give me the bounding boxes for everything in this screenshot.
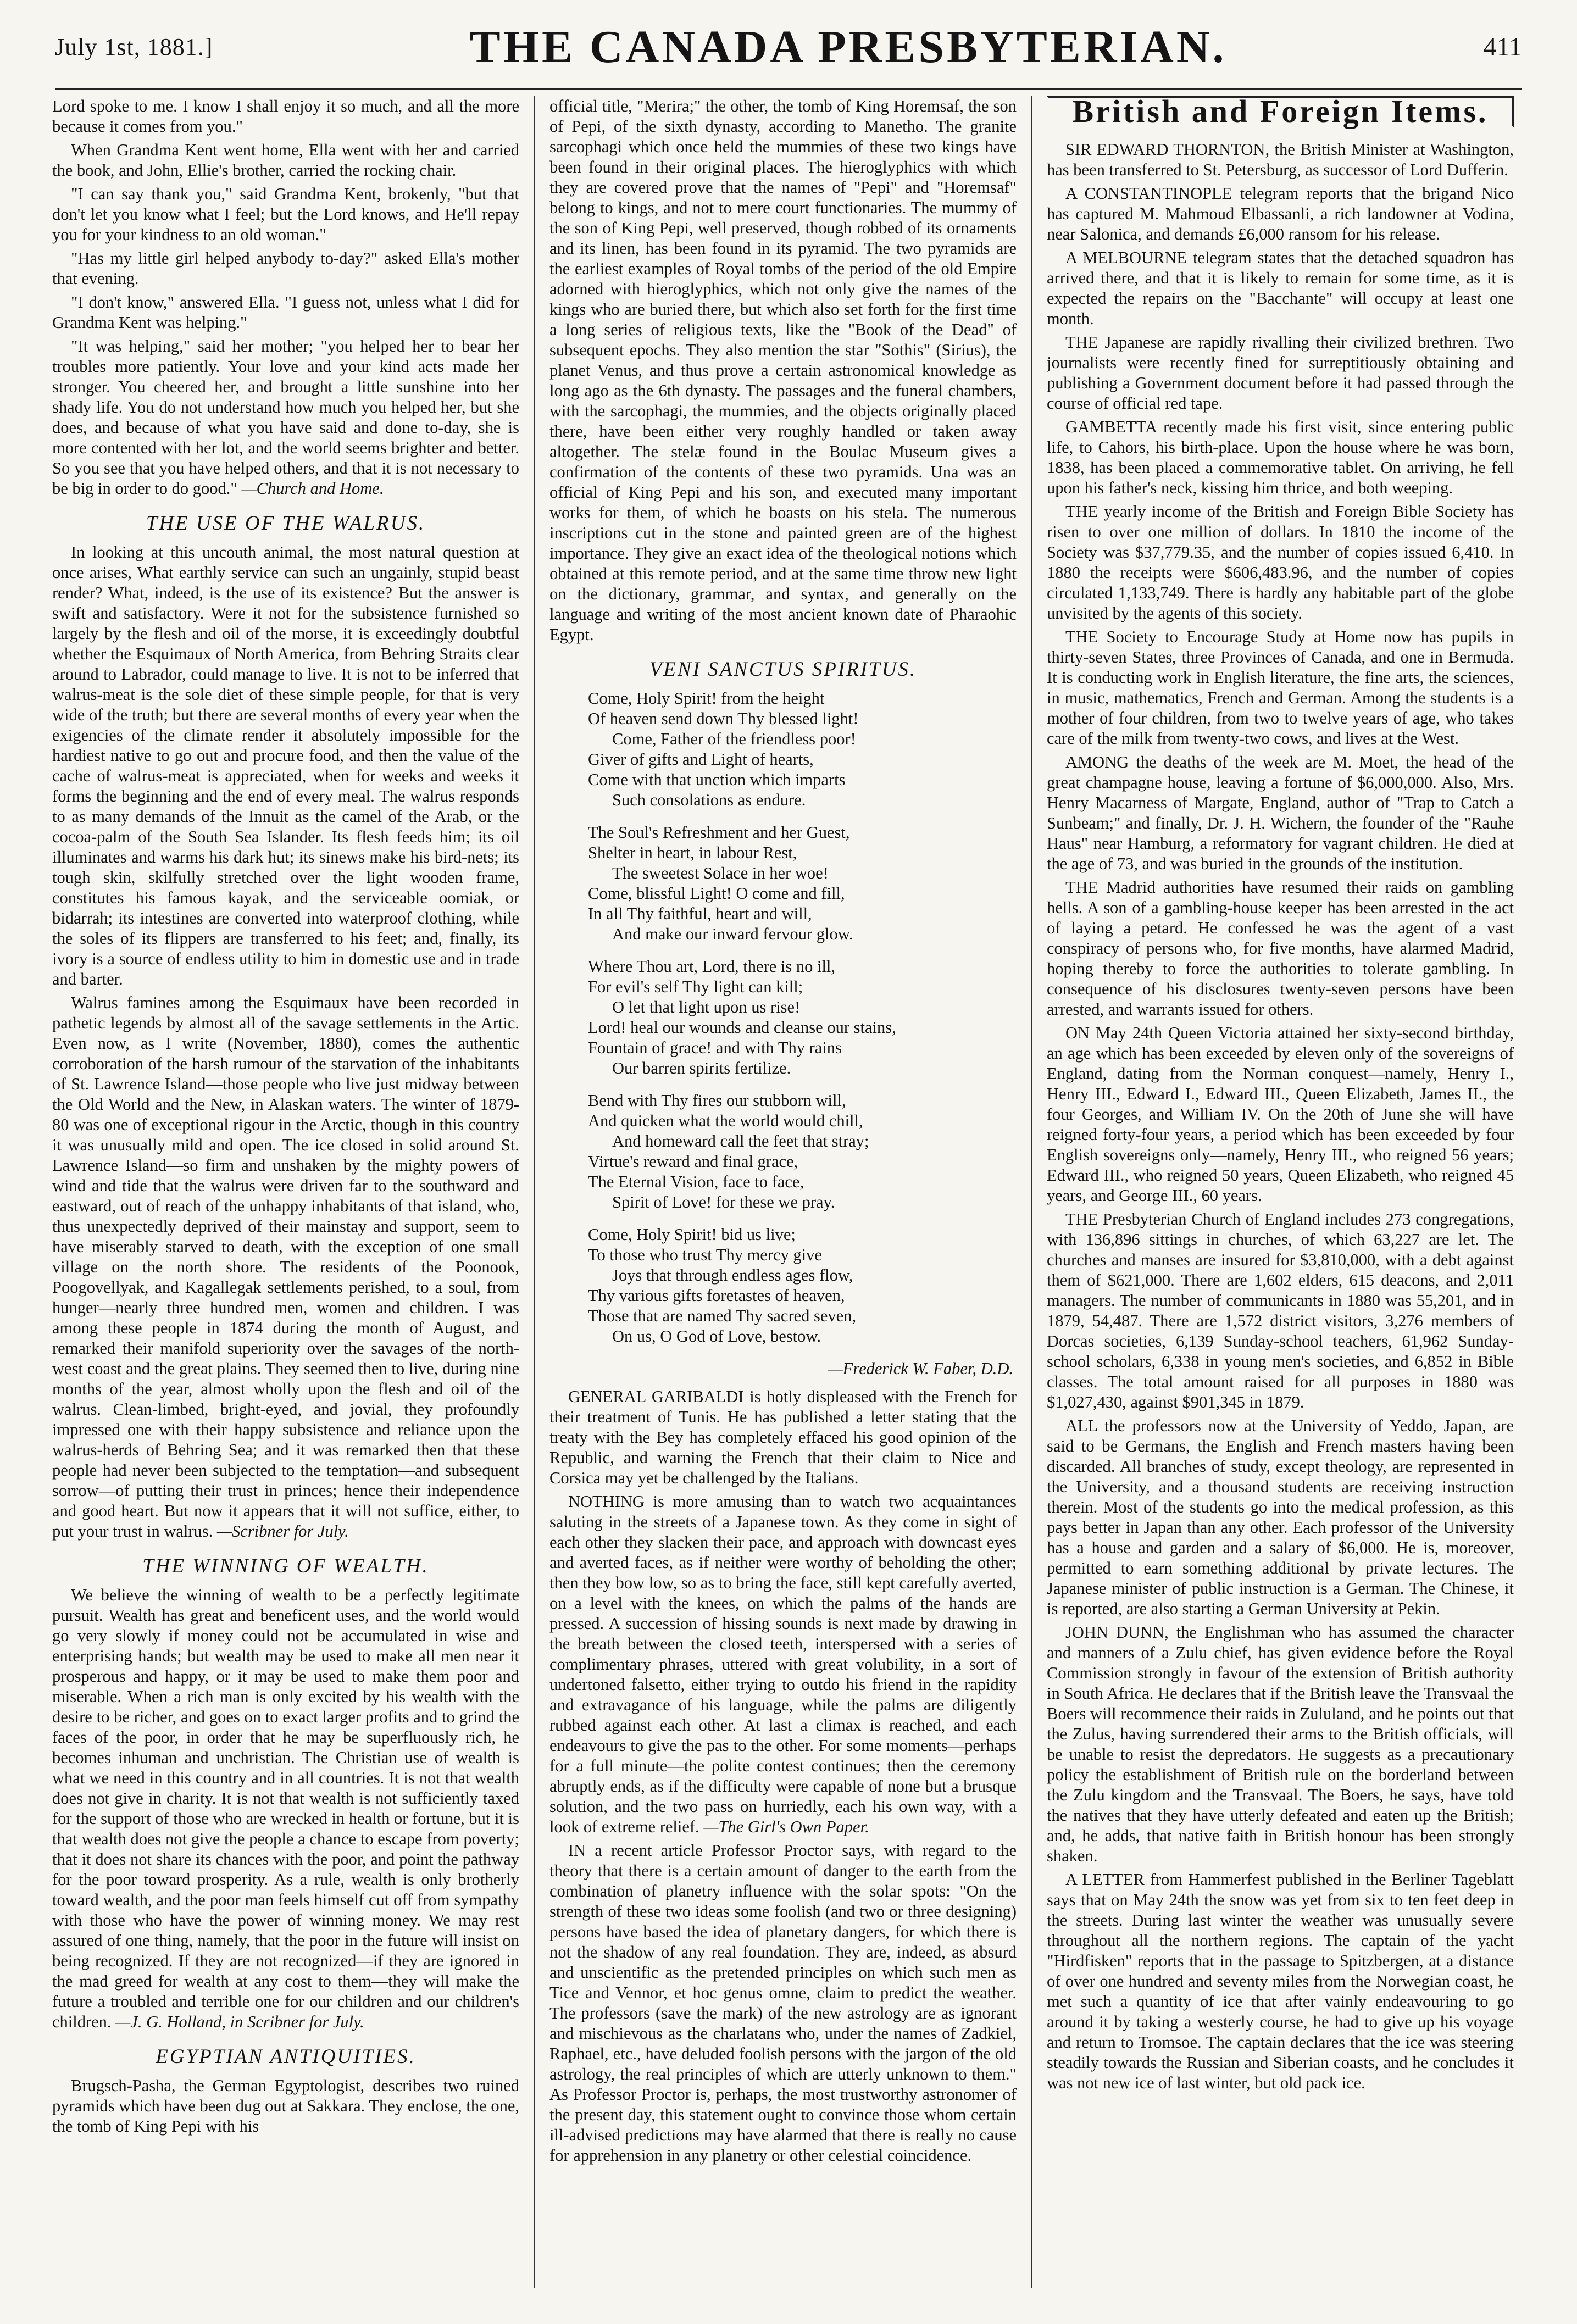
article-paragraph: "I don't know," answered Ella. "I guess not, unless what I did for Grandma Kent was helping." [52,293,519,332]
news-item: A CONSTANTINOPLE telegram reports that the brigand Nico has captured M. Mahmoud Elbassanli, a rich landowner at Vodina, near Salonica, and demands £6,000 ransom for his release. [1047,184,1514,243]
poem-line: O let that light upon us rise! [612,998,801,1016]
poem-line: To those who trust Thy mercy give [588,1246,822,1264]
poem-line: On us, O God of Love, bestow. [612,1327,821,1346]
poem-line: Spirit of Love! for these we pray. [612,1193,835,1211]
poem-stanza [588,1225,1017,1347]
article-paragraph: When Grandma Kent went home, Ella went with her and carried the book, and John, Ellie's brother, carried the rocking chair. [52,141,519,180]
masthead-title: THE CANADA PRESBYTERIAN. [469,21,1227,73]
poem-stanza [588,1091,1017,1213]
news-item: SIR EDWARD THORNTON, the British Minister at Washington, has been transferred to St. Petersburg, as successor of Lord Dufferin. [1047,140,1514,179]
source-citation: —The Girl's Own Paper. [703,1817,869,1836]
poem-line: Shelter in heart, in labour Rest, [588,843,797,862]
news-item: THE Japanese are rapidly rivalling their civilized brethren. Two journalists were recently fined for surreptitiously obtaining and publishing a Government document before it had passed through the course of official red tape. [1047,333,1514,413]
issue-date: July 1st, 1881.] [55,33,213,60]
poem-line: Our barren spirits fertilize. [612,1059,791,1077]
article-paragraph: "I can say thank you," said Grandma Kent, brokenly, "but that don't let you know what I feel; but the Lord knows, and He'll repay you for your kindness to an old woman." [52,185,519,244]
poem-line: Lord! heal our wounds and cleanse our stains, [588,1018,896,1037]
article-heading-walrus: THE USE OF THE WALRUS. [146,512,426,535]
poem-line: The sweetest Solace in her woe! [612,864,829,882]
poem-line: The Soul's Refreshment and her Guest, [588,823,850,842]
poem-byline: —Frederick W. Faber, D.D. [828,1359,1013,1378]
news-item: A MELBOURNE telegram states that the detached squadron has arrived there, and that it is likely to remain for some time, as it is expected the repairs on the "Bacchante" will occupy at least one month. [1047,248,1514,328]
article-paragraph: In looking at this uncouth animal, the most natural question at once arises, What earthly service can such an ungainly, stupid beast render? What, indeed, is the use of its existence? But the answer is swift and satisfactory. Were it not for the subsistence furnished so largely by the flesh and oil of the morse, it is exceedingly doubtful whether the Esquimaux of North America, from Behring Straits clear around to Labrador, could manage to live. It is not to be inferred that walrus-meat is the sole diet of these simple people, for that is very wide of the truth; but there are several months of every year when the exigencies of the climate render it absolutely impossible for the hardiest native to go out and procure food, and then the value of the cache of walrus-meat is appreciated, when for weeks and weeks it forms the beginning and the end of every meal. The walrus responds to as many demands of the Innuit as the camel of the Arab, or the cocoa-palm of the South Sea Islander. Its flesh feeds him; its oil illuminates and warms his dark hut; its sinews make his bird-nets; its tough skin, skilfully stretched over the light wooden frame, constitutes his famous kayak, and the serviceable oomiak, or bidarrah; its intestines are converted into waterproof clothing, while the soles of its flippers are transferred to his feet; and, finally, its ivory is a source of endless utility to him in domestic use and in trade and barter. [52,543,519,988]
poem-line: Of heaven send down Thy blessed light! [588,709,859,728]
page-header [55,5,1522,90]
poem-line: Thy various gifts foretastes of heaven, [588,1286,845,1305]
poem-line: Such consolations as endure. [612,791,806,809]
article-paragraph: IN a recent article Professor Proctor says, with regard to the theory that there is a certain amount of danger to the earth from the combination of planetry influence with the solar spots: "On the strength of these two ideas some foolish (and two or three designing) persons have based the idea of planetary dangers, for which there is not the shadow of any real foundation. They are, indeed, as absurd and unscientific as the pretended principles on which such men as Tice and Vennor, et hoc genus omne, claim to predict the weather. The professors (save the mark) of the new astrology are as ignorant and mischievous as the charlatans who, under the names of Zadkiel, Raphael, etc., have deluded foolish persons with the jargon of the old astrology, the real principles of which are utterly unknown to them." As Professor Proctor is, perhaps, the most trustworthy astronomer of the present day, this statement ought to convince those whom certain ill-advised predictions may have alarmed that there is really no cause for apprehension in any planetry or other celestial coincidence. [549,1841,1017,2165]
news-item: GAMBETTA recently made his first visit, since entering public life, to Cahors, his birth-place. Upon the house where he was born, 1838, has been placed a commemorative tablet. On arriving, he fell upon his father's neck, kissing him thrice, and both weeping. [1047,418,1514,497]
article-heading-egyptian: EGYPTIAN ANTIQUITIES. [156,2045,416,2068]
source-citation: —J. G. Holland, in Scribner for July. [115,2012,364,2031]
poem-stanza [588,822,1017,944]
article-paragraph: Walrus famines among the Esquimaux have been recorded in pathetic legends by almost all of the savage settlements in the Artic. Even now, as I write (November, 1880), comes the authentic corroboration of the harsh rumour of the starvation of the inhabitants of St. Lawrence Island—those people who live just midway between the Old World and the New, in Alaskan waters. The winter of 1879-80 was one of exceptional rigour in the Arctic, though in this country it was unusually mild and open. The ice closed in solid around St. Lawrence Island—so firm and unshaken by the mighty powers of wind and tide that the walrus were driven far to the southward and eastward, out of reach of the unhappy inhabitants of that island, who, thus unexpectedly deprived of their mainstay and support, seem to have miserably starved to death, with the exception of one small village on the north shore. The residents of the Poonook, Poogovellyak, and Kagallegak settlements perished, to a soul, from hunger—nearly three hundred men, women and children. I was among these people in 1874 during the month of August, and remarked their manifold superiority over the savages of the north-west coast and the great plains. They seemed then to live, during nine months of the year, almost wholly upon the flesh and oil of the walrus. Clean-limbed, bright-eyed, and jovial, they profoundly impressed one with their happy subsistence and reliance upon the walrus-herds of Behring Sea; and it was remarked then that these people had never been subjected to the temptation—and subsequent sorrow—of putting their trust in princes; hence their independence and good heart. But now it appears that it will not suffice, either, to put your trust in walrus. —Scribner for July. [52,993,519,1541]
column-divider [1031,96,1032,2288]
poem-line: Where Thou art, Lord, there is no ill, [588,957,836,976]
page-number: 411 [1483,32,1522,62]
source-citation: —Church and Home. [241,479,384,498]
article-paragraph: NOTHING is more amusing than to watch two acquaintances saluting in the streets of a Japanese town. As they come in sight of each other they slacken their pace, and approach with downcast eyes and averted faces, as if neither were worthy of beholding the other; then they bow low, so as to bring the face, still kept carefully averted, on a level with the knees, on which the palms of the hands are pressed. A succession of hissing sounds is next made by drawing in the breath between the closed teeth, interspersed with a series of complimentary phrases, uttered with great volubility, in a sort of undertoned falsetto, either trying to outdo his friend in the rapidity and extravagance of his language, while the palms are diligently rubbed against each other. At last a climax is reached, and each endeavours to give the pas to the other. For some moments—perhaps for a full minute—the polite contest continues; then the ceremony abruptly ends, as if the difficulty were capable of none but a brusque solution, and the two pass on hurriedly, each his own way, with a look of extreme relief. —The Girl's Own Paper. [549,1492,1017,1836]
poem-line: Come, blissful Light! O come and fill, [588,884,845,903]
poem-line: Fountain of grace! and with Thy rains [588,1038,842,1057]
poem-line: For evil's self Thy light can kill; [588,977,803,996]
news-item: ALL the professors now at the University of Yeddo, Japan, are said to be Germans, the English and French masters having been discarded. All branches of study, except theology, are represented in the University, and a thousand students are receiving instruction therein. Most of the students go into the medical profession, as this pays better in Japan than any other. Each professor of the University has a house and garden and a salary of $6,000. He is, moreover, permitted to earn something additional by private lectures. The Japanese minister of public instruction is a German. The Chinese, it is reported, are also starting a German University at Pekin. [1047,1416,1514,1618]
poem-line: Come, Holy Spirit! from the height [588,689,825,708]
column-right [1047,96,1514,2302]
poem-stanza [588,688,1017,810]
poem-title: VENI SANCTUS SPIRITUS. [649,658,917,681]
column-divider [534,96,535,2288]
column-middle [549,96,1017,2302]
news-item: THE Presbyterian Church of England includes 273 congregations, with 136,896 sittings in churches, of which 63,227 are let. The churches and manses are insured for $3,810,000, with a debt against them of $621,000. There are 1,602 elders, 615 deacons, and 2,011 managers. The number of communicants in 1880 was 55,201, and in 1879, 54,487. There are 1,572 district visitors, 3,276 members of Dorcas societies, 6,139 Sunday-school teachers, 61,962 Sunday-school scholars, 6,338 in young men's societies, and 6,852 in Bible classes. The total amount raised for all purposes in 1880 was $1,027,430, against $901,345 in 1879. [1047,1210,1514,1411]
poem-line: In all Thy faithful, heart and will, [588,904,812,923]
poem-line: Bend with Thy fires our stubborn will, [588,1091,846,1110]
poem-line: And make our inward fervour glow. [612,925,853,943]
poem-line: Those that are named Thy sacred seven, [588,1306,857,1325]
poem-line: The Eternal Vision, face to face, [588,1172,804,1191]
article-heading-wealth: THE WINNING OF WEALTH. [142,1555,429,1577]
poem [588,688,1017,1347]
poem-line: And homeward call the feet that stray; [612,1132,869,1150]
news-item: ON May 24th Queen Victoria attained her sixty-second birthday, an age which has been exceeded by eleven only of the sovereigns of England, dating from the Norman conquest—namely, Henry I., Henry III., Edward I., Edward III., Queen Elizabeth, James II., the four Georges, and William IV. On the 20th of June she will have reigned forty-four years, a period which has been exceeded by four English sovereigns only—namely, Henry III., who reigned 56 years; Edward III., who reigned 50 years, Queen Elizabeth, who reigned 45 years, and George III., 60 years. [1047,1024,1514,1205]
news-item: AMONG the deaths of the week are M. Moet, the head of the great champagne house, leaving a fortune of $6,000,000. Also, Mrs. Henry Macarness of Margate, England, author of "Trap to Catch a Sunbeam;" and finally, Dr. J. H. Wichern, the founder of the "Rauhe Haus" near Hamburg, a reformatory for vagrant children. He died at the age of 73, and was buried in the grounds of the institution. [1047,753,1514,873]
article-paragraph: official title, "Merira;" the other, the tomb of King Horemsaf, the son of Pepi, of the sixth dynasty, according to Manetho. The granite sarcophagi which once held the mummies of these two kings have been found in their original places. The hieroglyphics with which they are covered prove that the names of "Pepi" and "Horemsaf" belong to kings, and not to mere court functionaries. The mummy of the son of King Pepi, well preserved, though robbed of its ornaments and its linen, has been found in its pyramid. The two pyramids are the earliest examples of Royal tombs of the period of the old Empire adorned with hieroglyphics, which not only give the names of the kings who are buried there, but which also set forth for the first time a long series of religious texts, like the "Book of the Dead" of subsequent epochs. They also mention the star "Sothis" (Sirius), the planet Venus, and thus prove a certain astronomical knowledge as long ago as the 6th dynasty. The passages and the funeral chambers, with the sarcophagi, the mummies, and the objects originally placed there, have been either very roughly handled or taken away altogether. The stelæ found in the Boulac Museum gives a confirmation of the contents of these two pyramids. Una was an official of King Pepi and his son, and executed many important works for them, of which he boasts on his stela. The numerous inscriptions cut in the stone and painted green are of the highest importance. They give an exact idea of the theological notions which obtained at this remote period, and at the same time throw new light on the dictionary, grammar, and syntax, and generally on the language and writing of the most ancient known date of Pharaohic Egypt. [549,97,1017,644]
poem-line: Come, Father of the friendless poor! [612,730,856,748]
source-citation: —Scribner for July. [216,1522,349,1541]
section-heading-british-foreign: British and Foreign Items. [1047,96,1514,127]
news-item: THE yearly income of the British and Foreign Bible Society has risen to over one million of dollars. In 1810 the income of the Society was $37,779.35, and the number of copies issued 6,410. In 1880 the receipts were $606,483.96, and the number of copies circulated 1,133,749. There is hardly any habitable part of the globe unvisited by the agents of this society. [1047,502,1514,622]
news-item: JOHN DUNN, the Englishman who has assumed the character and manners of a Zulu chief, has given evidence before the Royal Commission strongly in favour of the extension of British authority in South Africa. He declares that if the British leave the Transvaal the Boers will recommence their raids in Zululand, and he points out that the Zulus, having surrendered their arms to the British officials, will be unable to resist the depredators. He suggests as a precautionary policy the establishment of British rule on the borderland between the Zulu kingdom and the Transvaal. The Boers, he says, have told the natives that they have utterly defeated and eaten up the British; and, he adds, that native faith in British honour has been strongly shaken. [1047,1623,1514,1865]
article-paragraph: "Has my little girl helped anybody to-day?" asked Ella's mother that evening. [52,249,519,288]
poem-line: And quicken what the world would chill, [588,1111,863,1130]
column-left [52,96,519,2302]
poem-line: Come with that unction which imparts [588,770,846,789]
poem-line: Come, Holy Spirit! bid us live; [588,1225,796,1244]
news-item: A LETTER from Hammerfest published in the Berliner Tageblatt says that on May 24th the snow was yet from six to ten feet deep in the streets. During last winter the weather was unusually severe throughout all the northern regions. The captain of the yacht "Hirdfisken" reports that in the passage to Spitzbergen, at a distance of over one hundred and seventy miles from the Norwegian coast, he met such a quantity of ice that after vainly endeavouring to go around it by taking a westerly course, he had to give up his voyage and return to Tromsoe. The captain declares that the ice was steering steadily towards the Russian and Siberian coasts, and he concludes it was not new ice of last winter, but old pack ice. [1047,1870,1514,2092]
article-paragraph: We believe the winning of wealth to be a perfectly legitimate pursuit. Wealth has great and beneficent uses, and the world would go very slowly if money could not be accumulated in wise and enterprising hands; but wealth may be used to make all men near it prosperous and happy, or it may be used to make them poor and miserable. When a rich man is only excited by his wealth with the desire to be richer, and goes on to exact larger profits and to grind the faces of the poor, in order that he may be superfluously rich, he becomes inhuman and unchristian. The Christian use of wealth is what we need in this country and in all countries. It is not that wealth does not give in charity. It is not that wealth is not sufficiently taxed for the support of those who are wrecked in health or fortune, but it is that wealth does not give the people a chance to escape from poverty; that it does not share its chances with the poor, and point the pathway for the poor toward prosperity. As a rule, wealth is only brotherly toward wealth, and the poor man feels himself cut off from sympathy with those who have the power of winning money. We may rest assured of one thing, namely, that the poor in the future will insist on being recognized. If they are not recognized—if they are ignored in the mad greed for wealth at any cost to them—they will make the future a troubled and terrible one for our children and our children's children. —J. G. Holland, in Scribner for July. [52,1586,519,2031]
poem-line: Giver of gifts and Light of hearts, [588,750,814,769]
article-paragraph: "It was helping," said her mother; "you helped her to bear her troubles more patiently. Your love and your kind acts made her stronger. You cheered her, and brought a little sunshine into her shady life. You do not understand how much you helped her, but she does, and because of what you have said and done to-day, she is more contented with her lot, and the world seems brighter and better. So you see that you have helped others, and that it is not necessary to be big in order to do good." —Church and Home. [52,337,519,498]
poem-line: Virtue's reward and final grace, [588,1152,798,1171]
poem-line: Joys that through endless ages flow, [612,1266,853,1285]
poem-stanza [588,957,1017,1078]
article-paragraph: GENERAL GARIBALDI is hotly displeased with the French for their treatment of Tunis. He has published a letter stating that the treaty with the Bey has completely effaced his good opinion of the Republic, and warning the French that their claim to Nice and Corsica may yet be challenged by the Italians. [549,1387,1017,1487]
news-item: THE Society to Encourage Study at Home now has pupils in thirty-seven States, three Provinces of Canada, and one in Bermuda. It is conducting work in English literature, the fine arts, the sciences, in music, mathematics, French and German. Among the students is a mother of four children, from two to twelve years of age, who takes care of the milk from twenty-two cows, and lives at the West. [1047,627,1514,748]
article-paragraph: Lord spoke to me. I know I shall enjoy it so much, and all the more because it comes from you." [52,97,519,136]
article-paragraph: Brugsch-Pasha, the German Egyptologist, describes two ruined pyramids which have been dug out at Sakkara. They enclose, the one, the tomb of King Pepi with his [52,2076,519,2136]
news-item: THE Madrid authorities have resumed their raids on gambling hells. A son of a gambling-house keeper has been arrested in the act of laying a petard. He confessed he was the agent of a vast conspiracy of persons who, for five months, have alarmed Madrid, hoping thereby to force the authorities to tolerate gambling. In consequence of his disclosures twenty-seven persons have been arrested, and warrants issued for others. [1047,878,1514,1019]
